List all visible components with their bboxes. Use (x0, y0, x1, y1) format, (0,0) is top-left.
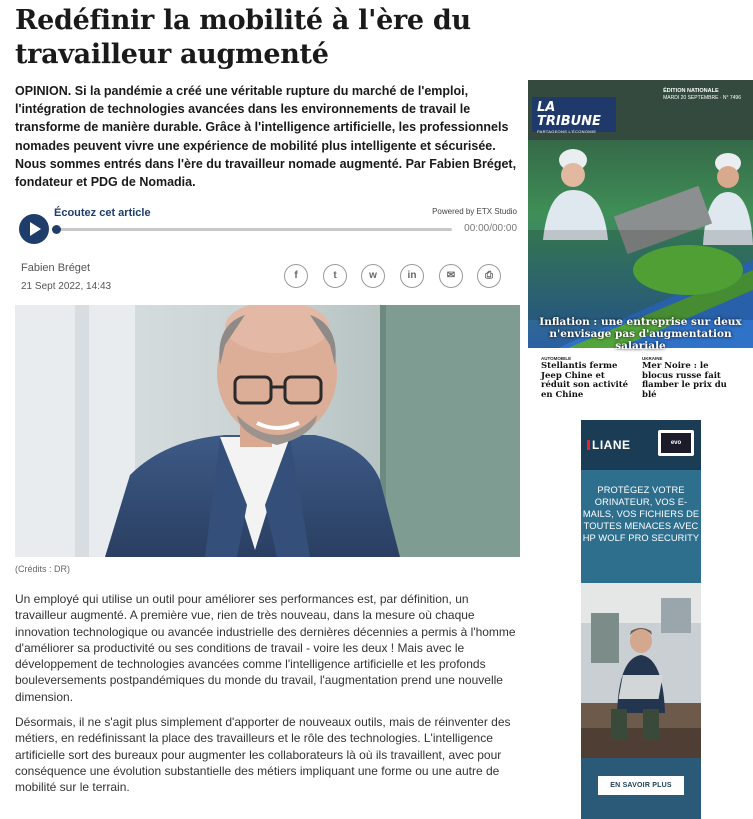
play-button[interactable] (19, 214, 49, 244)
facebook-share-button[interactable]: f (284, 264, 308, 288)
ad-brand-logo: LIANE (587, 438, 631, 452)
article-title: Redéfinir la mobilité à l'ère du travailleur augmenté (15, 5, 471, 70)
article-photo (15, 305, 520, 557)
cover-story-1: AUTOMOBILE Stellantis ferme Jeep Chine et réduit son activité en Chine (541, 356, 629, 400)
listen-label[interactable]: Écoutez cet article (54, 207, 151, 219)
hp-wolf-ad[interactable] (581, 420, 701, 819)
author-name[interactable]: Fabien Bréget (21, 262, 91, 274)
cover-headline: Inflation : une entreprise sur deux n'envisage pas d'augmentation salariale (539, 316, 742, 352)
article-chapo: OPINION. Si la pandémie a créé une véritable rupture du marché de l'emploi, l'intégration de technologies avancées dans les environnements de travail le transforme de manière durable. Grâce à l'intelligence artificielle, les professionnels nomades peuvent vivre une expérience de mobilité plus intelligente et sécurisée. Nous sommes entrés dans l'ère du travailleur nomade augmenté. Par Fabien Bréget, fondateur et PDG de Nomadia. (15, 84, 517, 190)
ad-photo (581, 583, 701, 758)
ad-man-laptop (581, 583, 701, 758)
cover-story-2: UKRAINE Mer Noire : le blocus russe fait flamber le prix du blé (642, 356, 727, 400)
article-body (15, 591, 523, 805)
email-share-button[interactable]: ✉ (439, 264, 463, 288)
progress-track[interactable] (55, 228, 452, 231)
time-readout: 00:00/00:00 (464, 223, 517, 234)
print-button[interactable]: ⎙ (477, 264, 501, 288)
photo-credits: (Crédits : DR) (15, 564, 71, 574)
publish-date: 21 Sept 2022, 14:43 (21, 281, 112, 292)
la-tribune-ad[interactable] (528, 80, 753, 402)
evo-badge: evo (658, 430, 694, 456)
ad-text: PROTÉGEZ VOTRE ORINATEUR, VOS E-MAILS, VOS FICHIERS DE TOUTES MENACES AVEC HP WOLF PRO SECURITY (582, 485, 700, 543)
play-icon (30, 222, 41, 236)
paragraph: Un employé qui utilise un outil pour améliorer ses performances est, par définition, un travailleur augmenté. A première vue, rien de très nouveau, dans la mesure où chaque innovation technologique ou avancée industrielle des dernières décennies a permis à l'homme d'améliorer sa productivité ou ses conditions de travail - voire les deux ! Mais avec le développement de technologies avancées comme l'intelligence artificielle et les profonds bouleversements postpandémiques du monde du travail, l'augmentation prend une nouvelle dimension. (15, 592, 516, 704)
progress-knob[interactable] (52, 225, 61, 234)
audio-player (15, 205, 520, 253)
powered-by: Powered by ETX Studio (432, 207, 517, 216)
la-tribune-logo: LA TRIBUNE PARTAGEONS L'ÉCONOMIE (532, 97, 616, 132)
paragraph: Désormais, il ne s'agit plus simplement d'apporter de nouveaux outils, mais de réinventer des métiers, en redéfinissant la place des travailleurs et le rôle des technologies. L'intelligence artificielle sort des bureaux pour augmenter les collaborateurs là où ils travaillent, avec pour conséquence une évolution substantielle des métiers impliquant une forme ou une autre de mobilité sur le terrain. (15, 715, 511, 795)
portrait-illustration (15, 305, 520, 557)
learn-more-button[interactable]: EN SAVOIR PLUS (598, 776, 684, 795)
linkedin-share-button[interactable]: in (400, 264, 424, 288)
whatsapp-share-button[interactable]: w (361, 264, 385, 288)
edition-info: ÉDITION NATIONALE MARDI 20 SEPTEMBRE · N° 7496 (663, 88, 741, 101)
twitter-share-button[interactable]: t (323, 264, 347, 288)
